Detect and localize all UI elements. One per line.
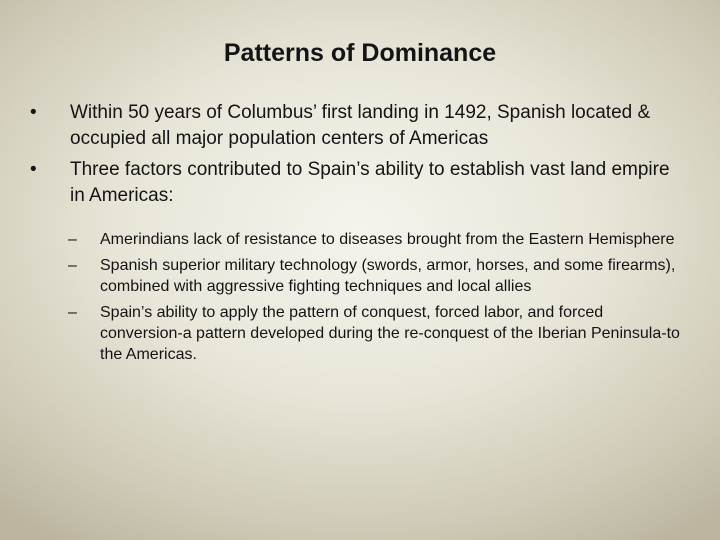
sub-bullet-text: Spanish superior military technology (swords, armor, horses, and some firearms), combined with aggressive fighting techniques and local allies	[100, 257, 676, 295]
sub-bullet-list	[68, 229, 688, 370]
bullet-marker: •	[30, 159, 37, 180]
sub-bullet-text: Amerindians lack of resistance to diseases brought from the Eastern Hemisphere	[100, 231, 675, 248]
bullet-item	[30, 157, 680, 209]
slide-title: Patterns of Dominance	[223, 39, 497, 67]
sub-bullet-item	[68, 302, 688, 365]
bullet-list	[30, 100, 680, 214]
sub-bullet-item	[68, 229, 688, 250]
bullet-marker: •	[30, 102, 37, 123]
sub-bullet-text: Spain’s ability to apply the pattern of conquest, forced labor, and forced conversion-a pattern developed during the re-conquest of the Iberian Peninsula-to the Americas.	[100, 304, 680, 363]
bullet-item	[30, 100, 680, 152]
sub-bullet-marker: –	[68, 257, 77, 274]
sub-bullet-item	[68, 255, 688, 297]
bullet-text: Within 50 years of Columbus’ first landing in 1492, Spanish located & occupied all major population centers of Americas	[70, 102, 651, 149]
sub-bullet-marker: –	[68, 304, 77, 321]
bullet-text: Three factors contributed to Spain’s ability to establish vast land empire in Americas:	[70, 159, 670, 206]
sub-bullet-marker: –	[68, 231, 77, 248]
